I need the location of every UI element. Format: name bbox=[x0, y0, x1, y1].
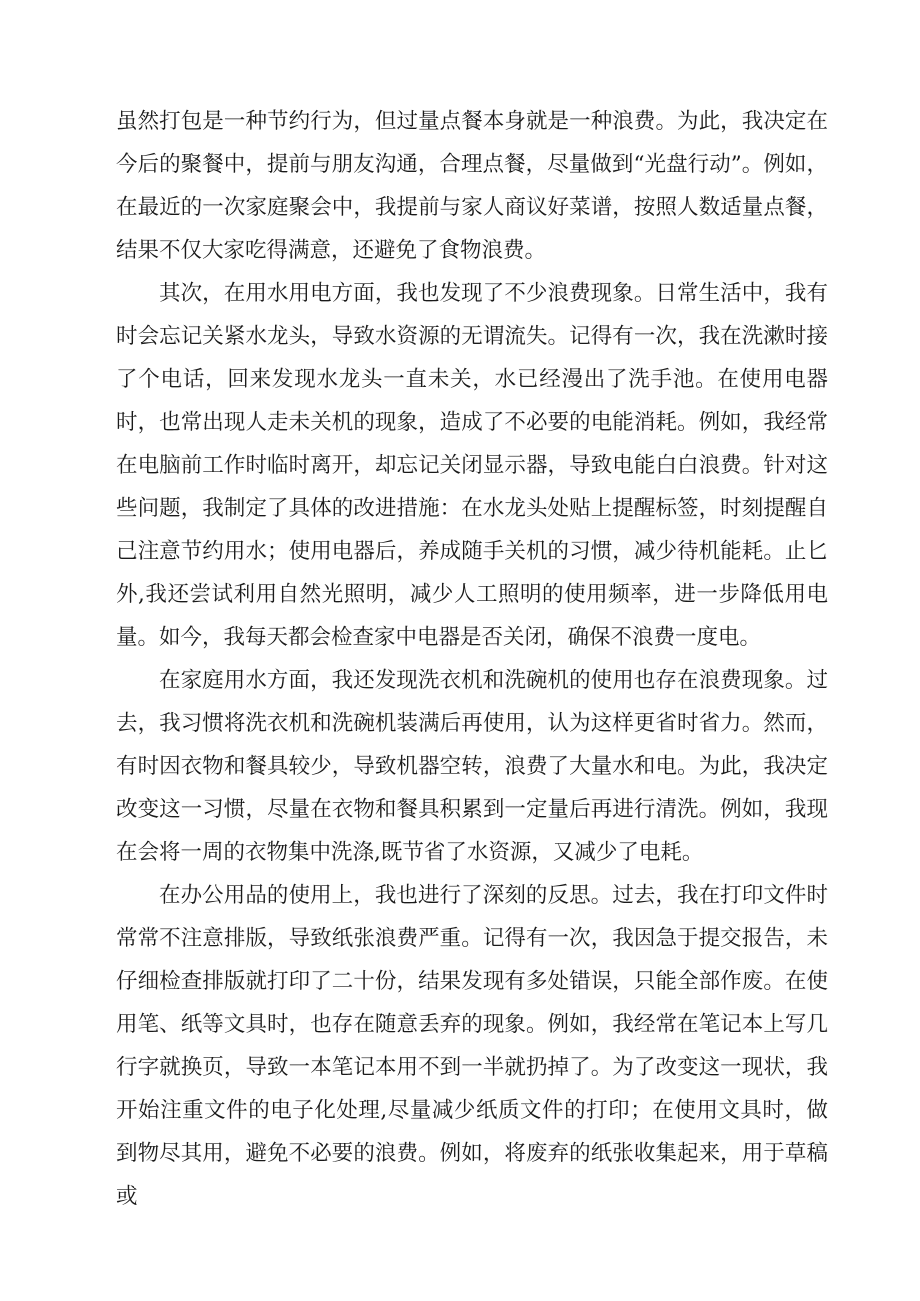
document-body bbox=[116, 100, 828, 1218]
paragraph-2: 其次，在用水用电方面，我也发现了不少浪费现象。日常生活中，我有时会忘记关紧水龙头，导致水资源的无谓流失。记得有一次，我在洗漱时接了个电话，回来发现水龙头一直未关，水已经漫出了洗手池。在使用电器时，也常出现人走未关机的现象，造成了不必要的电能消耗。例如，我经常在电脑前工作时临时离开，却忘记关闭显示器，导致电能白白浪费。针对这些问题，我制定了具体的改进措施：在水龙头处贴上提醒标签，时刻提醒自己注意节约用水；使用电器后，养成随手关机的习惯，减少待机能耗。止匕外,我还尝试利用自然光照明，减少人工照明的使用频率，进一步降低用电量。如今，我每天都会检查家中电器是否关闭，确保不浪费一度电。 bbox=[116, 281, 828, 650]
paragraph-4: 在办公用品的使用上，我也进行了深刻的反思。过去，我在打印文件时常常不注意排版，导致纸张浪费严重。记得有一次，我因急于提交报告，未仔细检查排版就打印了二十份，结果发现有多处错误，只能全部作废。在使用笔、纸等文具时，也存在随意丢弃的现象。例如，我经常在笔记本上写几行字就换页，导致一本笔记本用不到一半就扔掉了。为了改变这一现状，我开始注重文件的电子化处理,尽量减少纸质文件的打印；在使用文具时，做到物尽其用，避免不必要的浪费。例如，将废弃的纸张收集起来，用于草稿或 bbox=[116, 883, 828, 1209]
paragraph-3: 在家庭用水方面，我还发现洗衣机和洗碗机的使用也存在浪费现象。过去，我习惯将洗衣机和洗碗机装满后再使用，认为这样更省时省力。然而，有时因衣物和餐具较少，导致机器空转，浪费了大量水和电。为此，我决定改变这一习惯，尽量在衣物和餐具积累到一定量后再进行清洗。例如，我现在会将一周的衣物集中洗涤,既节省了水资源，又减少了电耗。 bbox=[116, 668, 828, 865]
paragraph-1: 虽然打包是一种节约行为，但过量点餐本身就是一种浪费。为此，我决定在今后的聚餐中，提前与朋友沟通，合理点餐，尽量做到“光盘行动”。例如，在最近的一次家庭聚会中，我提前与家人商议好菜谱，按照人数适量点餐，结果不仅大家吃得满意，还避免了食物浪费。 bbox=[116, 109, 828, 263]
